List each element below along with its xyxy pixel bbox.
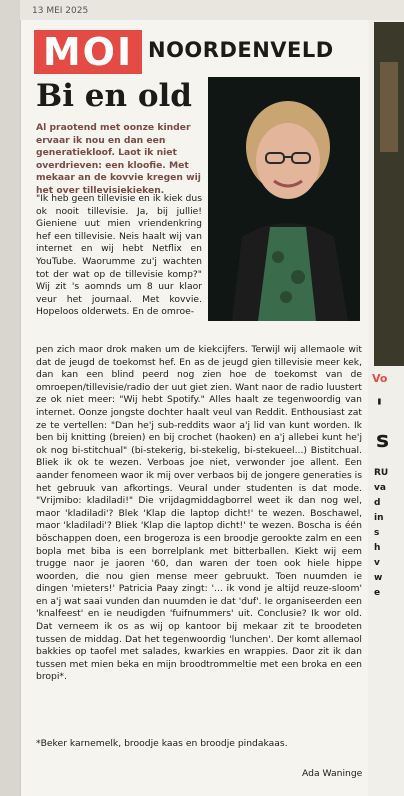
article-intro: Al praotend met oonze kinder ervaar ik nou en dan een generatiekloof. Laot ik niet overdrieven: een kloofie. Met mekaar an de kovvie kregen wij het over tillevisiekieken. (36, 122, 201, 196)
adjacent-body (374, 466, 404, 601)
adjacent-article (368, 20, 404, 796)
brand-logo: MOI (34, 30, 142, 74)
adjacent-line: h (374, 543, 381, 553)
issue-date: 13 MEI 2025 (32, 6, 89, 16)
adjacent-headline-2: s (376, 428, 390, 453)
region-heading: NOORDENVELD (148, 38, 334, 62)
article-body-wide: pen zich maor drok maken um de kiekcijfers. Terwijl wij allemaole wit dat de jeugd de toekomst hef. En as de jeugd gien tillevisie meer kek, dan kan een blind peerd nog zien hoe de toekomst van de omroepen/tillevisie/radio der uut giet zien. Want naor de radio luustert ze ok niet meer: "Wij hebt Spotify." Alles haalt ze tegenwoordig van internet. Oonze jongste dochter haalt veul van Reddit. Enthousiast zat ze te vertellen: "Dan he'j sub-reddits waor a'j lid van kunt worden. Ik ben bij knitting (breien) en bij crochet (haoken) en a'j allebei kunt he'j ok nog bi-stitchual" (bi-stekerig, bi-stekelig, bi-stekueel...) Bistitchual. Bliek ik ok te wezen. Verboas joe niet, verwonder joe allent. Een aander fenomeen waor ik mij over verbaos bij de jongere generaties is het gebruuk van afkortings. Veural under studenten is dat mode. "Vrijmibo: kladiladi!" Die vrijdagmiddagborrel weet ik dan nog wel, maor 'kladiladi'? Blek 'Klap die laptop dicht!' te wezen. Boschawel, maor 'kladiladi'? Bliek 'Klap die laptop dicht!' te wezen. Boscha is één böschappen doen, een brogeroza is een broodje gerookte zalm en een bopla met biba is een borrelplank met bitterballen. Kiekt wij eem trugge naor je jaoren '60, dan waren der toen ook hiele hippe woorden, die nou gien mense meer gebruukt. Toen nuumden ie dingen 'mieters!' Patricia Paay zingt: '... ik vond je altijd reuze-sloom' en a'j wat saai vunden dan nuumden ie dat 'duf'. Ie organiseerden een 'knalfeest' en ie neudigden 'fuifnummers' uit. Conclusie? Ik wor old. Dat verneem ik os as wij op kantoor bij mekaar zit te broodeten tussen de middag. Dat het tegenwoordig 'lunchen'. Der komt allemaol bakkies op taofel met salades, kwarkies en wrappies. Daor zit ik dan tussen met mien beka en mijn broodtrommeltie met een broka en een bropi*. (36, 344, 363, 683)
adjacent-kicker: Vo (372, 372, 388, 385)
adjacent-headline-1: ' (376, 396, 383, 421)
author-name: Ada Waninge (302, 768, 363, 779)
left-gutter (0, 0, 20, 796)
adjacent-line: d (374, 498, 381, 508)
article-body-narrow: "Ik heb geen tillevisie en ik kiek dus ok nooit tillevisie. Ja, bij jullie! Gieniene uut mien vriendenkring hef een tillevisie. Neis haalt wij van internet en wij hebt Netflix en YouTube. Waorumme zu'j wachten tot der wat op de tillevisie komp?" Wij zit 's aomnds um 8 uur klaor veur het journaal. Met kovvie. Hopeloos olderwets. En de omroe- (36, 193, 202, 318)
adjacent-line: in (374, 513, 384, 523)
article-footnote: *Beker karnemelk, broodje kaas en broodje pindakaas. (36, 738, 288, 749)
adjacent-line: RU (374, 468, 389, 478)
author-portrait (208, 77, 360, 321)
article-title: Bi en old (36, 78, 192, 114)
adjacent-line: va (374, 483, 386, 493)
portrait-illustration (208, 77, 360, 321)
adjacent-line: s (374, 528, 380, 538)
adjacent-line: v (374, 558, 380, 568)
adjacent-line: e (374, 588, 381, 598)
adjacent-article-photo (374, 22, 404, 366)
adjacent-line: w (374, 573, 383, 583)
